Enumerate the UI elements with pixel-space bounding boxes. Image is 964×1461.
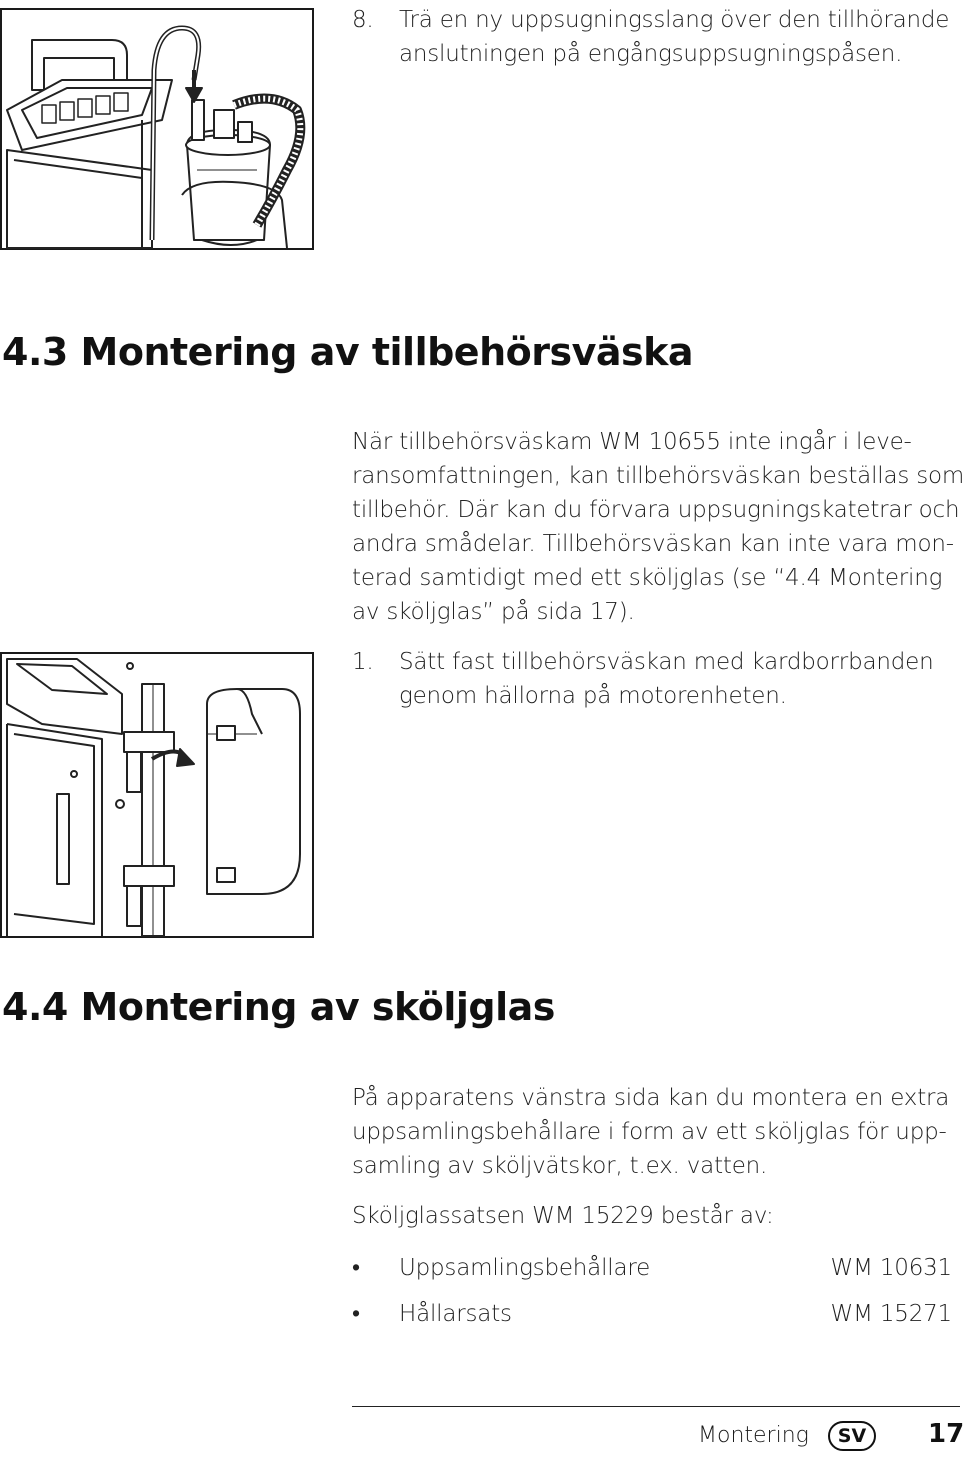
paragraph-line: andra smådelar. Tillbehörsväskan kan inte vara mon- xyxy=(352,531,954,557)
paragraph-line: ransomfattningen, kan tillbehörsväskan beställas som xyxy=(352,463,964,489)
item-label: Hållarsats xyxy=(399,1301,512,1327)
figure-accessory-bag xyxy=(0,652,314,938)
step-1-line-2: genom hällorna på motorenheten. xyxy=(399,683,787,709)
step-8 xyxy=(352,3,960,73)
section-4-3-heading: 4.3 Montering av tillbehörsväska xyxy=(2,330,694,374)
section-4-3-paragraph xyxy=(352,425,964,629)
paragraph-line: uppsamlingsbehållare i form av ett sköljglas för upp- xyxy=(352,1119,947,1145)
step-1-line-1: Sätt fast tillbehörsväskan med kardborrbanden xyxy=(399,649,934,675)
paragraph-line: av sköljglas” på sida 17). xyxy=(352,599,635,625)
paragraph-line: terad samtidigt med ett sköljglas (se “4.4 Montering xyxy=(352,565,943,591)
step-1 xyxy=(352,645,960,715)
bullet-icon: • xyxy=(352,1301,360,1327)
paragraph-line: På apparatens vänstra sida kan du montera en extra xyxy=(352,1085,950,1111)
list-item xyxy=(352,1297,952,1331)
paragraph-line: tillbehör. Där kan du förvara uppsugningskatetrar och xyxy=(352,497,960,523)
footer-section-label: Montering xyxy=(698,1423,809,1448)
paragraph-line: När tillbehörsväskam WM 10655 inte ingår i leve- xyxy=(352,429,912,455)
item-label: Uppsamlingsbehållare xyxy=(399,1255,651,1281)
step-8-number: 8. xyxy=(352,7,374,33)
step-1-number: 1. xyxy=(352,649,374,675)
step-8-line-2: anslutningen på engångsuppsugningspåsen. xyxy=(399,41,903,67)
item-code: WM 15271 xyxy=(830,1301,952,1327)
item-code: WM 10631 xyxy=(830,1255,952,1281)
step-8-line-1: Trä en ny uppsugningsslang över den tillhörande xyxy=(399,7,950,33)
section-4-4-heading: 4.4 Montering av sköljglas xyxy=(2,985,555,1029)
paragraph-line: samling av sköljvätskor, t.ex. vatten. xyxy=(352,1153,768,1179)
language-badge: SV xyxy=(828,1421,876,1451)
list-item xyxy=(352,1251,952,1285)
section-4-4-paragraph xyxy=(352,1081,960,1183)
footer-rule xyxy=(352,1406,960,1407)
figure-suction-tube xyxy=(0,8,314,250)
kit-intro: Sköljglassatsen WM 15229 består av: xyxy=(352,1203,774,1229)
bullet-icon: • xyxy=(352,1255,360,1281)
page-number: 17 xyxy=(928,1419,964,1449)
